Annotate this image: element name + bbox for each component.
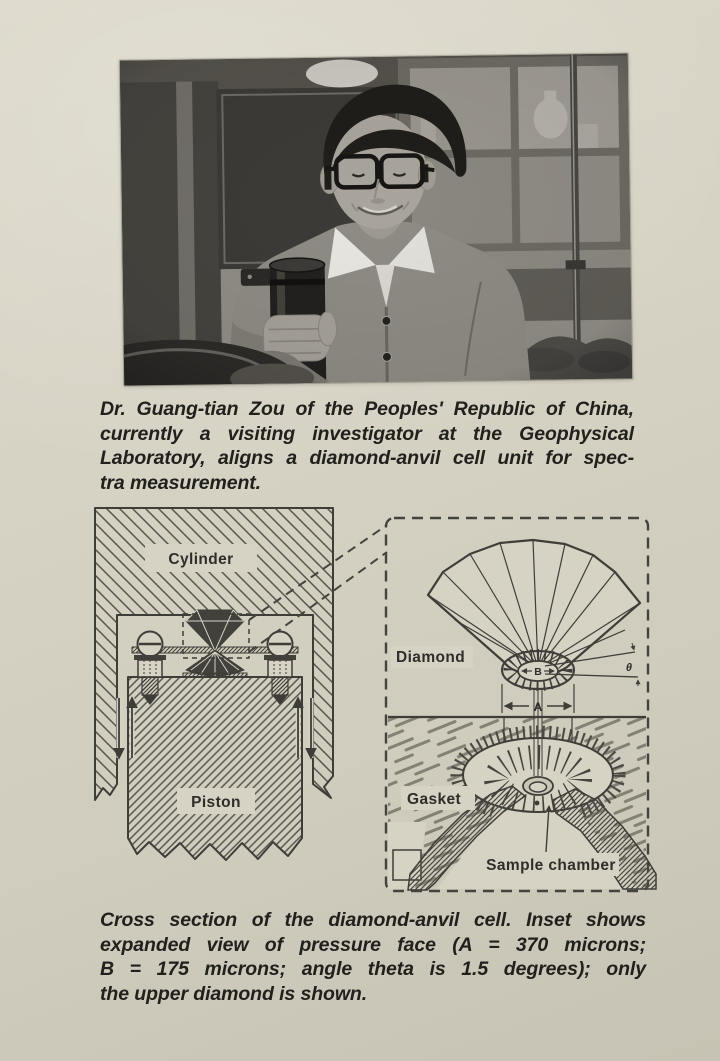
svg-text:Gasket: Gasket: [407, 791, 462, 808]
svg-text:A: A: [533, 700, 543, 714]
photo-caption-line: Dr. Guang-tian Zou of the Peoples' Republic of China,: [100, 398, 634, 420]
svg-text:Cylinder: Cylinder: [168, 551, 234, 568]
svg-text:Sample chamber: Sample chamber: [486, 857, 616, 874]
figure-caption: [100, 908, 646, 1006]
photograph: [120, 53, 632, 385]
figure-caption-line: the upper diamond is shown.: [100, 982, 368, 1005]
svg-text:θ: θ: [625, 662, 633, 674]
figure-caption-line: Cross section of the diamond-anvil cell. Inset shows: [100, 909, 646, 931]
svg-text:B: B: [534, 666, 542, 678]
figure-drawing: [85, 500, 665, 900]
upper-diamond: [186, 610, 244, 651]
diamond-label: [391, 646, 473, 668]
photo-caption-line: Laboratory, aligns a diamond-anvil cell unit for spec-: [100, 447, 634, 469]
cylinder-label: [145, 544, 257, 572]
figure-caption-line: B = 175 microns; angle theta is 1.5 degrees); only: [100, 958, 646, 980]
dimension-a: [505, 700, 571, 714]
cross-section-view: [95, 508, 387, 860]
gasket-label: [401, 786, 475, 810]
piston-label: [177, 788, 255, 814]
photo-caption: [100, 397, 634, 495]
photo-caption-line: currently a visiting investigator at the Geophysical: [100, 422, 634, 445]
inset-expanded-view: [386, 518, 656, 891]
photo-illustration: [120, 53, 632, 385]
piston-block: [128, 677, 302, 860]
lower-diamond-anvil: [183, 650, 247, 677]
figure-caption-line: expanded view of pressure face (A = 370 microns;: [100, 933, 646, 956]
svg-text:Diamond: Diamond: [396, 649, 466, 666]
photo-caption-line: tra measurement.: [100, 471, 261, 494]
diamond-anvil-cell-diagram: [85, 500, 665, 900]
svg-text:Piston: Piston: [191, 794, 241, 811]
